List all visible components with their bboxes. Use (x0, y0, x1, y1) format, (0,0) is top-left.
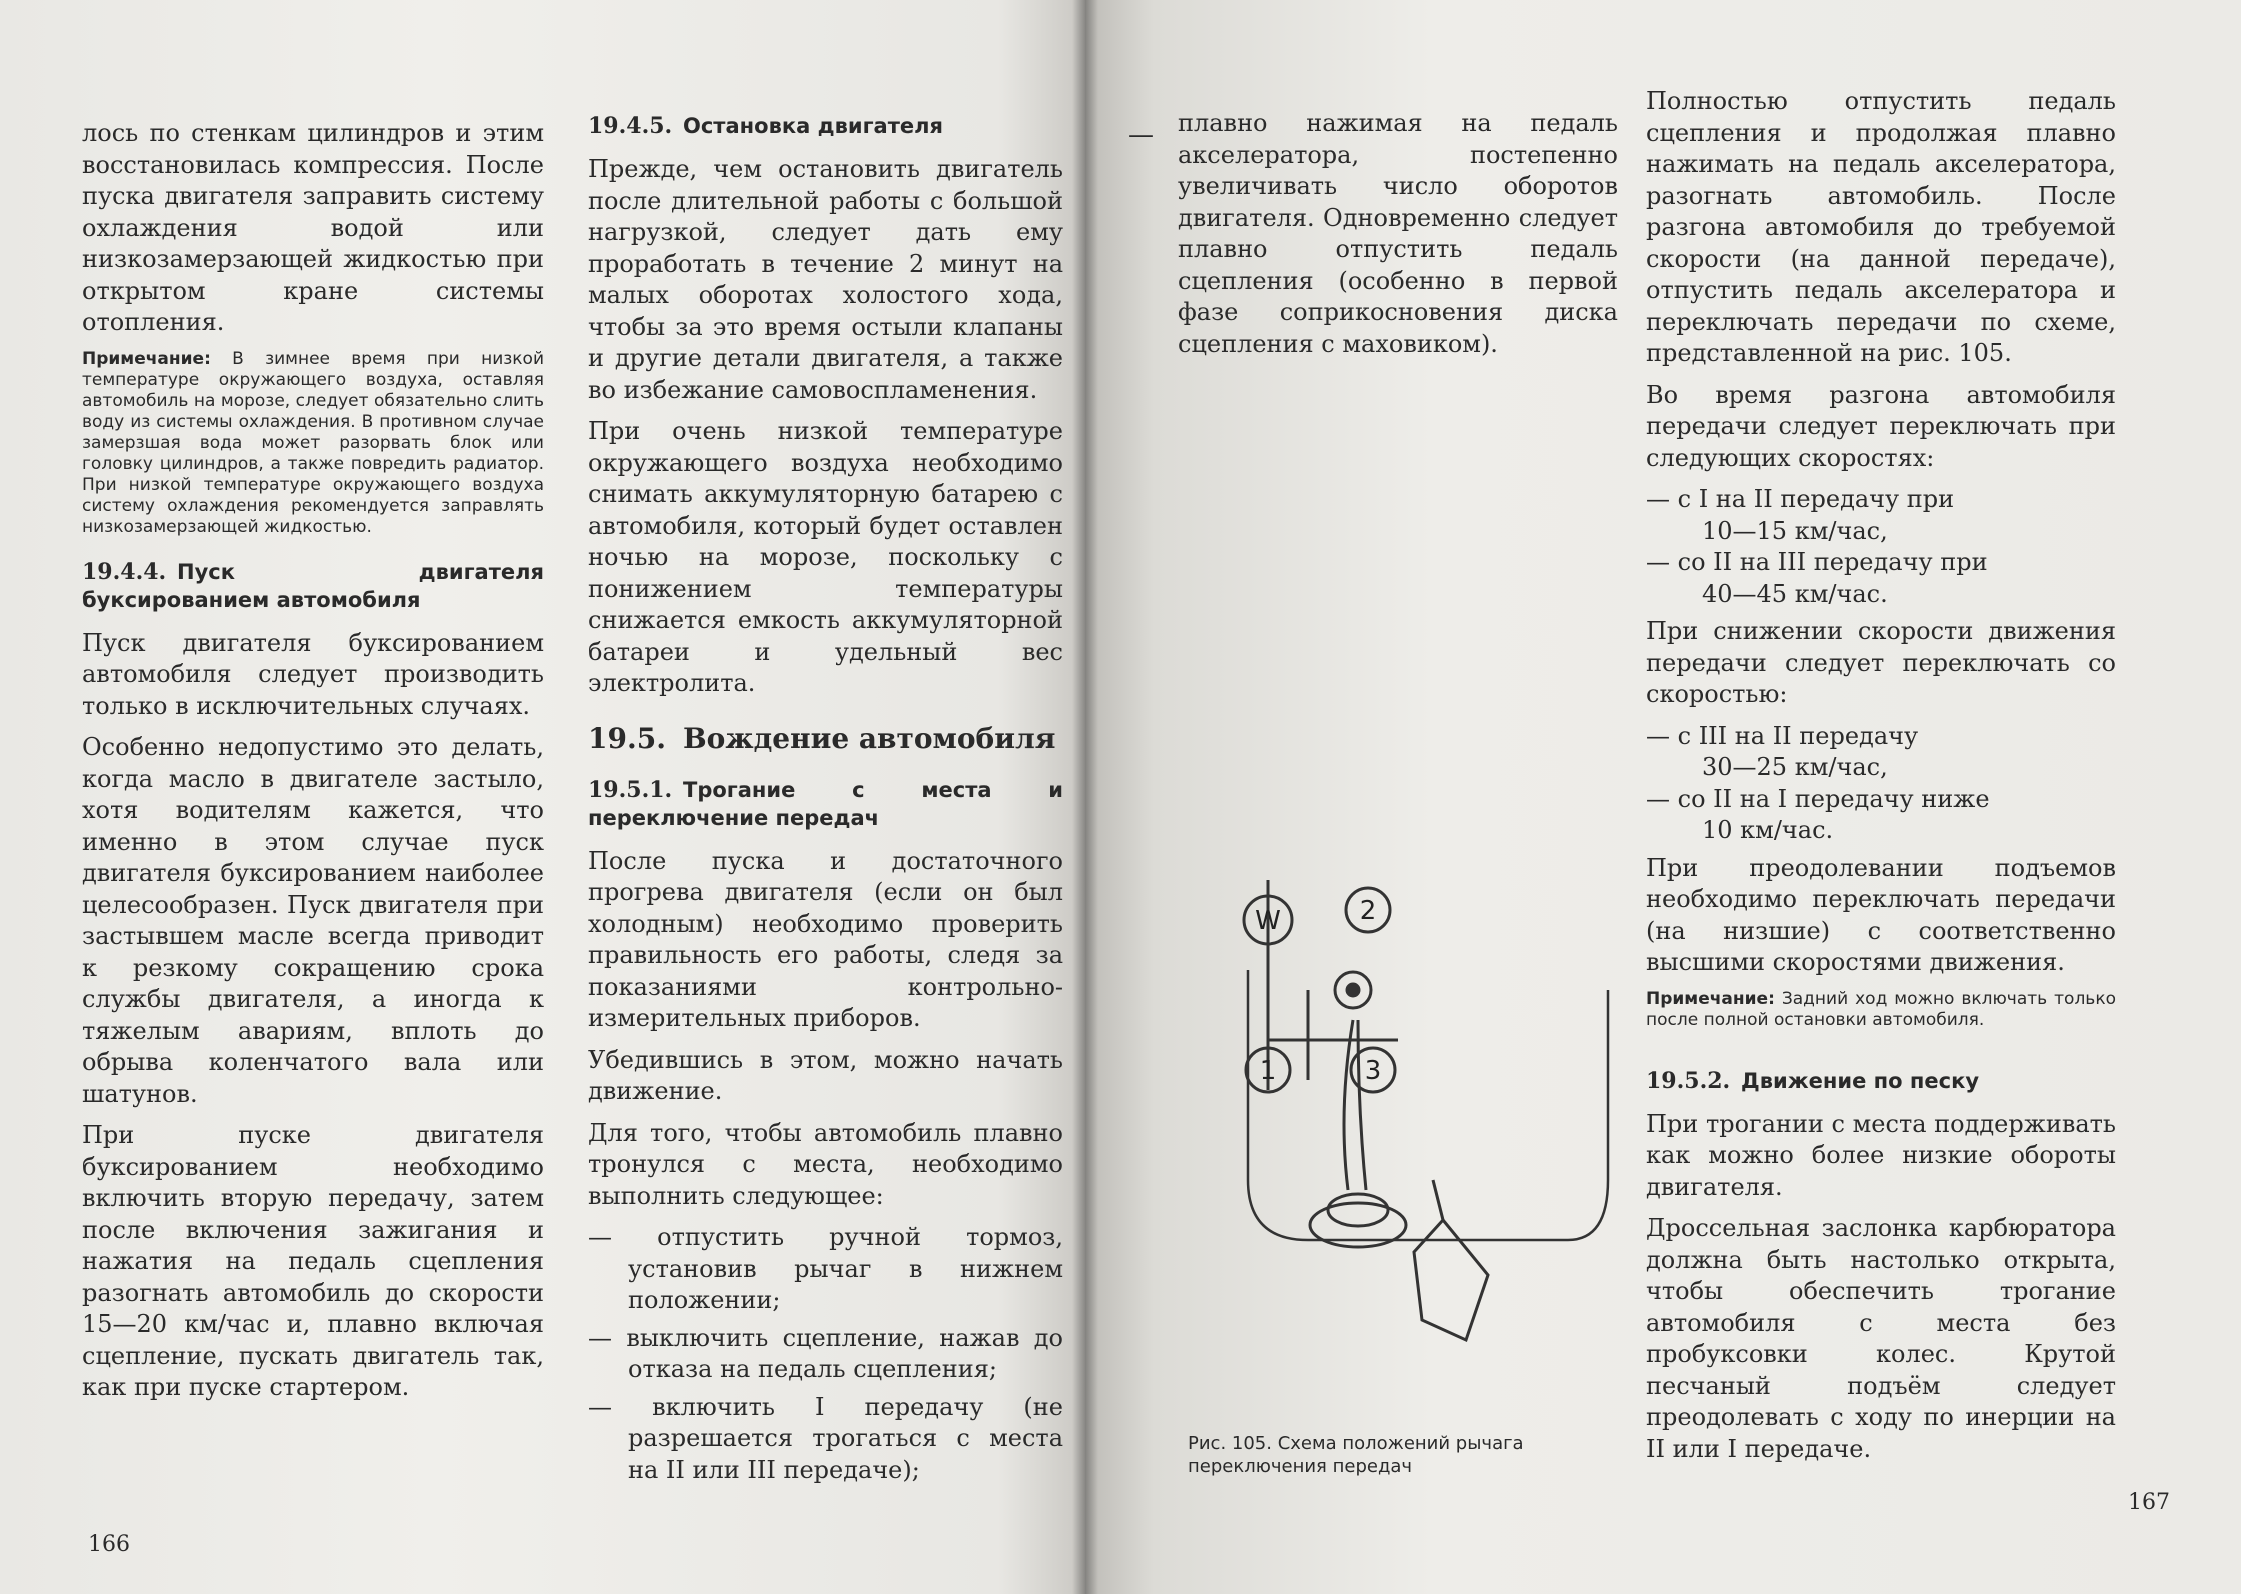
note-label: Примечание: (82, 348, 211, 369)
list-item-value: 10—15 км/час, (1702, 516, 1888, 545)
paragraph: Полностью отпустить педаль сцепления и продолжая плавно нажимать на педаль акселератора, разогнать автомобиль. После разгона автомобиля до требуемой скорости (на данной передаче), отпустить педаль акселератора и переключать передачи по схеме, представленной на рис. 105. (1646, 87, 2116, 367)
note (82, 349, 544, 538)
note-text: В зимнее время при низкой температуре окружающего воздуха, оставляя автомобиль на морозе, следует обязательно слить воду из системы охлаждения. В противном случае замерзшая вода может разорвать блок или головку цилиндров, а также повредить радиатор. При низкой температуре окружающего воздуха систему охлаждения рекомендуется заправлять низкозамерзающей жидкостью. (82, 348, 544, 537)
right-page-column-1 (1178, 108, 1618, 370)
section-heading (1646, 1067, 2116, 1095)
right-page-column-2 (1646, 86, 2116, 1475)
list-item-text: — с I на II передачу при (1646, 485, 1955, 513)
gear-label: W (1255, 906, 1281, 936)
figure-caption: Рис. 105. Схема положений рычага переключения передач (1188, 1433, 1524, 1477)
section-number: 19.5.1. (588, 776, 673, 803)
list-item: — выключить сцепление, нажав до отказа на педаль сцепления; (588, 1323, 1063, 1383)
list-item-text: — со II на I передачу ниже (1646, 784, 1990, 813)
page-number-left: 166 (88, 1532, 130, 1557)
paragraph: При снижении скорости движения передачи следует переключать со скоростью: (1646, 617, 2116, 708)
paragraph: При преодолевании подъемов необходимо переключать передачи (на низшие) с соответственно высшими скоростями движения. (1646, 853, 2116, 976)
gear-label: 3 (1364, 1056, 1382, 1086)
left-page-column-2 (588, 112, 1063, 1492)
paragraph: Убедившись в этом, можно начать движение. (588, 1045, 1063, 1105)
paragraph: Особенно недопустимо это делать, когда масло в двигателе застыло, хотя водителям кажется, что именно в этом случае пуск двигателя буксированием наиболее целесообразен. Пуск двигателя при застывшем масле всегда приводит к резкому сокращению срока службы двигателя, а иногда к тяжелым авариям, вплоть до обрыва коленчатого вала или шатунов. (82, 733, 544, 1108)
list-item: — отпустить ручной тормоз, установив рычаг в нижнем положении; (588, 1223, 1063, 1314)
chapter-heading (588, 722, 1063, 756)
list-item (1646, 721, 2116, 784)
paragraph: При очень низкой температуре окружающего воздуха необходимо снимать аккумуляторную батарею с автомобиля, который будет оставлен ночью на морозе, поскольку с понижением температуры снижается емкость аккумуляторной батареи и удельный вес электролита. (588, 417, 1063, 697)
chapter-number: 19.5. (588, 721, 666, 755)
book-gutter (1072, 0, 1098, 1594)
section-title: Трогание с места и переключение передач (588, 777, 1063, 830)
gear-shift-diagram (1188, 880, 1648, 1440)
gear-label: 1 (1259, 1056, 1277, 1086)
list-item (1646, 784, 2116, 847)
list-item-value: 30—25 км/час, (1702, 753, 1888, 781)
gear-label: 2 (1359, 896, 1377, 926)
note-text: Задний ход можно включать только после полной остановки автомобиля. (1646, 988, 2116, 1030)
section-number: 19.4.5. (588, 113, 673, 139)
list-item: — включить I передачу (не разрешается трогаться с места на II или III передаче); (588, 1392, 1063, 1484)
paragraph: Прежде, чем остановить двигатель после длительной работы с большой нагрузкой, следует дать ему проработать в течение 2 минут на малых оборотах холостого хода, чтобы за это время остыли клапаны и другие детали двигателя, а также во избежание самовоспламенения. (588, 155, 1063, 404)
list-item (1646, 547, 2116, 610)
section-number: 19.4.4. (82, 558, 167, 585)
list-item-value: 10 км/час. (1702, 816, 1834, 844)
section-title: Пуск двигателя буксированием автомобиля (82, 559, 544, 612)
page-number-right: 167 (2128, 1490, 2170, 1515)
paragraph: лось по стенкам цилиндров и этим восстановилась компрессия. После пуска двигателя заправить систему охлаждения водой или низкозамерзающей жидкостью при открытом кране системы отопления. (82, 119, 544, 336)
margin-mark: — (1128, 120, 1154, 150)
list-item-value: 40—45 км/час. (1702, 579, 1888, 608)
paragraph: При трогании с места поддерживать как можно более низкие обороты двигателя. (1646, 1109, 2116, 1201)
note-label: Примечание: (1646, 988, 1775, 1009)
paragraph: Для того, чтобы автомобиль плавно тронулся с места, необходимо выполнить следующее: (588, 1118, 1063, 1210)
paragraph: При пуске двигателя буксированием необходимо включить вторую передачу, затем после включения зажигания и нажатия на педаль сцепления разогнать автомобиль до скорости 15—20 км/час и, плавно включая сцепление, пускать двигатель так, как при пуске стартером. (82, 1121, 544, 1401)
paragraph: Дроссельная заслонка карбюратора должна быть настолько открыта, чтобы обеспечить трогание автомобиля с места без пробуксовки колес. Крутой песчаный подъём следует преодолевать с ходу по инерции на II или I передаче. (1646, 1214, 2116, 1463)
chapter-title: Вождение автомобиля (683, 721, 1056, 755)
note (1646, 989, 2116, 1031)
left-page-column-1 (82, 118, 544, 1414)
list-item-text: — со II на III передачу при (1646, 548, 1988, 576)
section-heading (588, 112, 1063, 140)
section-heading (82, 558, 544, 614)
list-item-text: — с III на II передачу (1646, 721, 1919, 750)
section-number: 19.5.2. (1646, 1067, 1731, 1094)
paragraph: После пуска и достаточного прогрева двигателя (если он был холодным) необходимо проверить правильность его работы, следя за показаниями контрольно-измерительных приборов. (588, 846, 1063, 1032)
section-heading (588, 776, 1063, 832)
list-item (1646, 484, 2116, 547)
paragraph: плавно нажимая на педаль акселератора, постепенно увеличивать число оборотов двигателя. Одновременно следует плавно отпустить педаль сцепления (особенно в первой фазе соприкосновения диска сцепления с маховиком). (1178, 109, 1618, 358)
paragraph: Во время разгона автомобиля передачи следует переключать при следующих скоростях: (1646, 380, 2116, 472)
section-title: Остановка двигателя (683, 114, 943, 138)
paragraph: Пуск двигателя буксированием автомобиля следует производить только в исключительных случаях. (82, 628, 544, 720)
section-title: Движение по песку (1741, 1068, 1980, 1093)
